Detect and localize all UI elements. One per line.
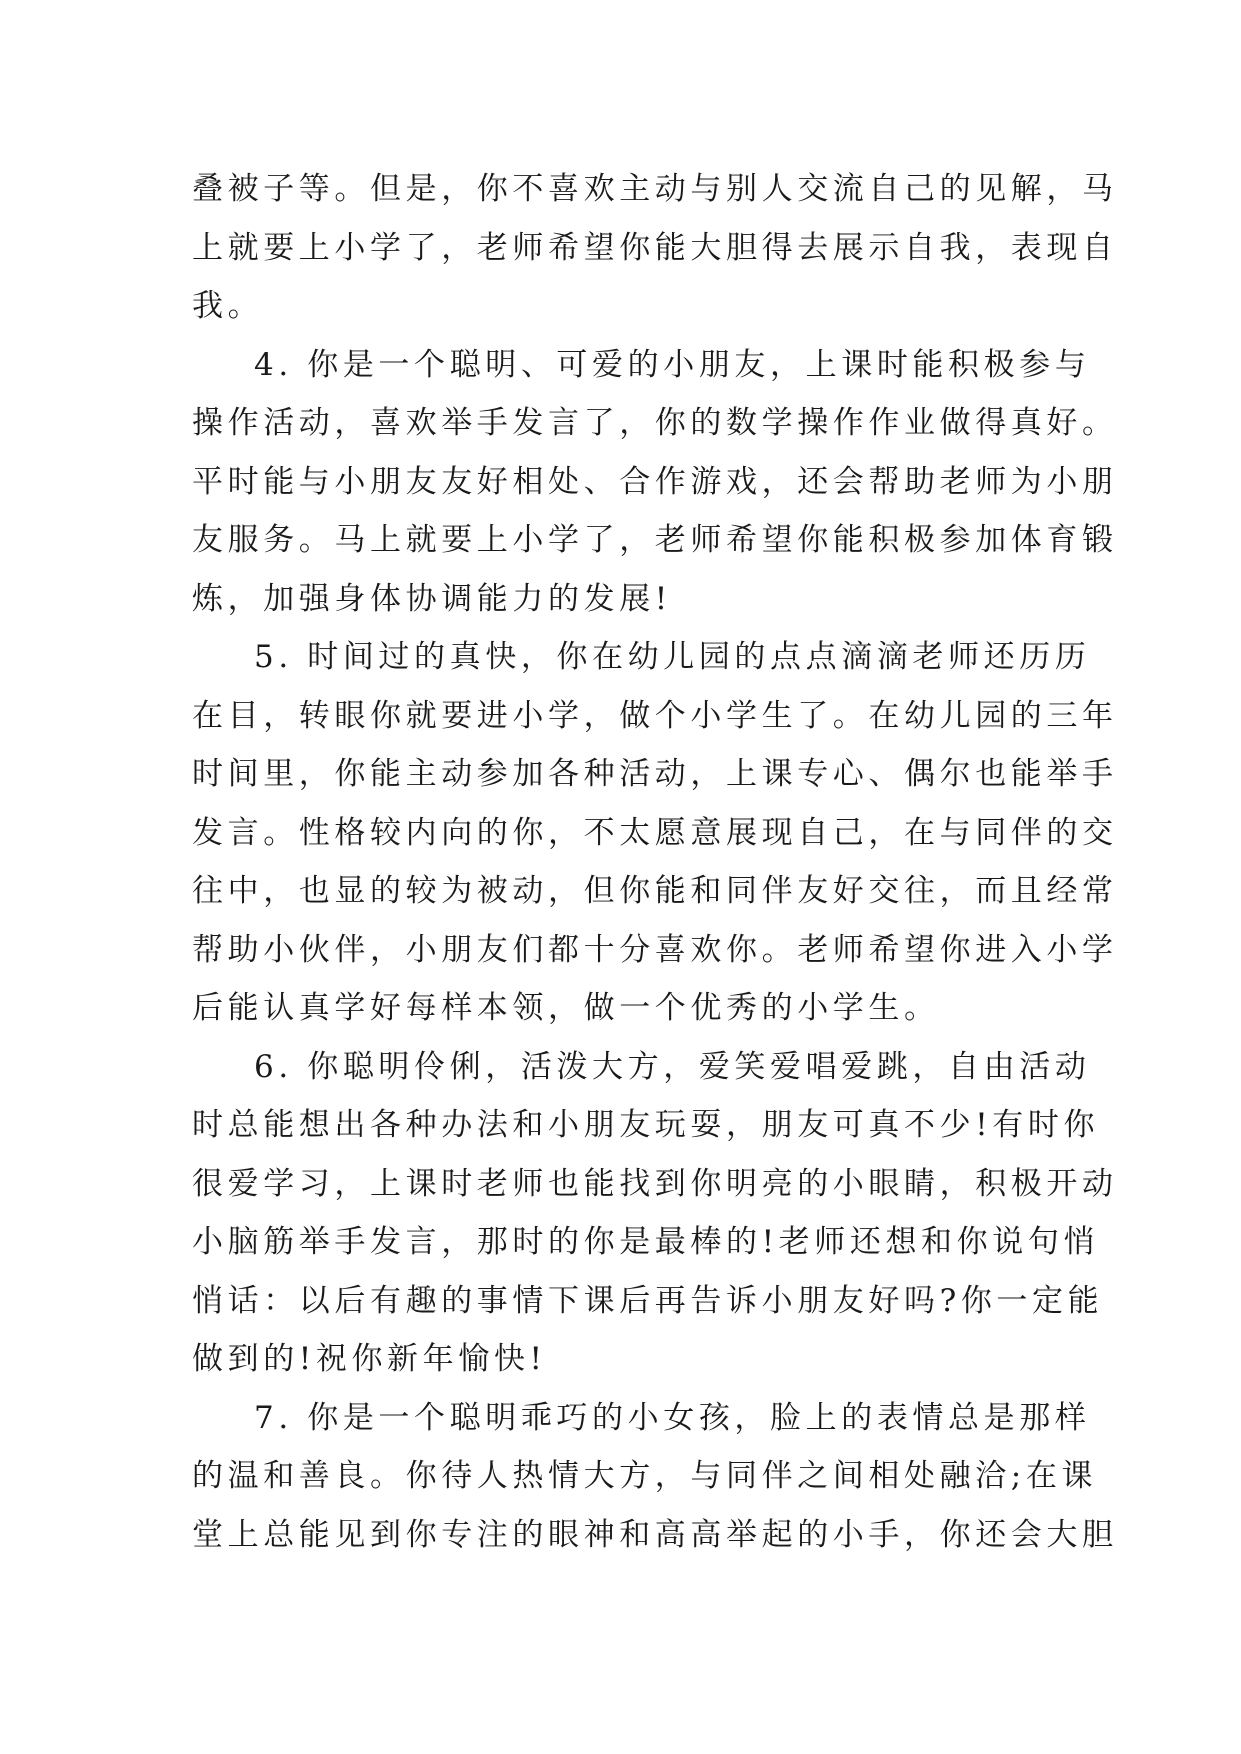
text-line: 悄话：以后有趣的事情下课后再告诉小朋友好吗?你一定能 [192, 1282, 1104, 1319]
text-line: 做到的!祝你新年愉快! [192, 1341, 547, 1377]
text-line: 操作活动，喜欢举手发言了，你的数学操作作业做得真好。 [192, 405, 1118, 441]
text-line: 帮助小伙伴，小朋友们都十分喜欢你。老师希望你进入小学 [192, 931, 1118, 968]
text-line: 堂上总能见到你专注的眼神和高高举起的小手，你还会大胆 [192, 1516, 1118, 1553]
text-line: 炼，加强身体协调能力的发展! [192, 580, 672, 617]
text-line: 时总能想出各种办法和小朋友玩耍，朋友可真不少!有时你 [192, 1107, 1100, 1143]
paragraph-first-line: 4. 你是一个聪明、可爱的小朋友，上课时能积极参与 [254, 346, 1091, 383]
text-line: 往中，也显的较为被动，但你能和同伴友好交往，而且经常 [192, 873, 1118, 909]
text-line: 在目，转眼你就要进小学，做个小学生了。在幼儿园的三年 [192, 697, 1118, 734]
text-line: 小脑筋举手发言，那时的你是最棒的!老师还想和你说句悄 [192, 1224, 1100, 1260]
paragraph-first-line: 6. 你聪明伶俐，活泼大方，爱笑爱唱爱跳，自由活动 [254, 1048, 1091, 1085]
text-line: 时间里，你能主动参加各种活动，上课专心、偶尔也能举手 [192, 756, 1118, 792]
paragraph-first-line: 5. 时间过的真快，你在幼儿园的点点滴滴老师还历历 [254, 639, 1091, 675]
text-line: 友服务。马上就要上小学了，老师希望你能积极参加体育锻 [192, 522, 1118, 558]
text-line: 很爱学习，上课时老师也能找到你明亮的小眼睛，积极开动 [192, 1165, 1118, 1202]
text-line: 上就要上小学了，老师希望你能大胆得去展示自我，表现自 [192, 229, 1118, 266]
text-line: 我。 [192, 288, 264, 324]
text-line: 平时能与小朋友友好相处、合作游戏，还会帮助老师为小朋 [192, 463, 1118, 500]
text-line: 叠被子等。但是，你不喜欢主动与别人交流自己的见解，马 [192, 171, 1118, 207]
text-line: 的温和善良。你待人热情大方，与同伴之间相处融洽;在课 [192, 1458, 1098, 1494]
text-line: 发言。性格较内向的你，不太愿意展现自己，在与同伴的交 [192, 814, 1118, 851]
paragraph-first-line: 7. 你是一个聪明乖巧的小女孩，脸上的表情总是那样 [254, 1399, 1091, 1436]
document-body-text [192, 160, 1118, 1564]
text-line: 后能认真学好每样本领，做一个优秀的小学生。 [192, 990, 940, 1026]
